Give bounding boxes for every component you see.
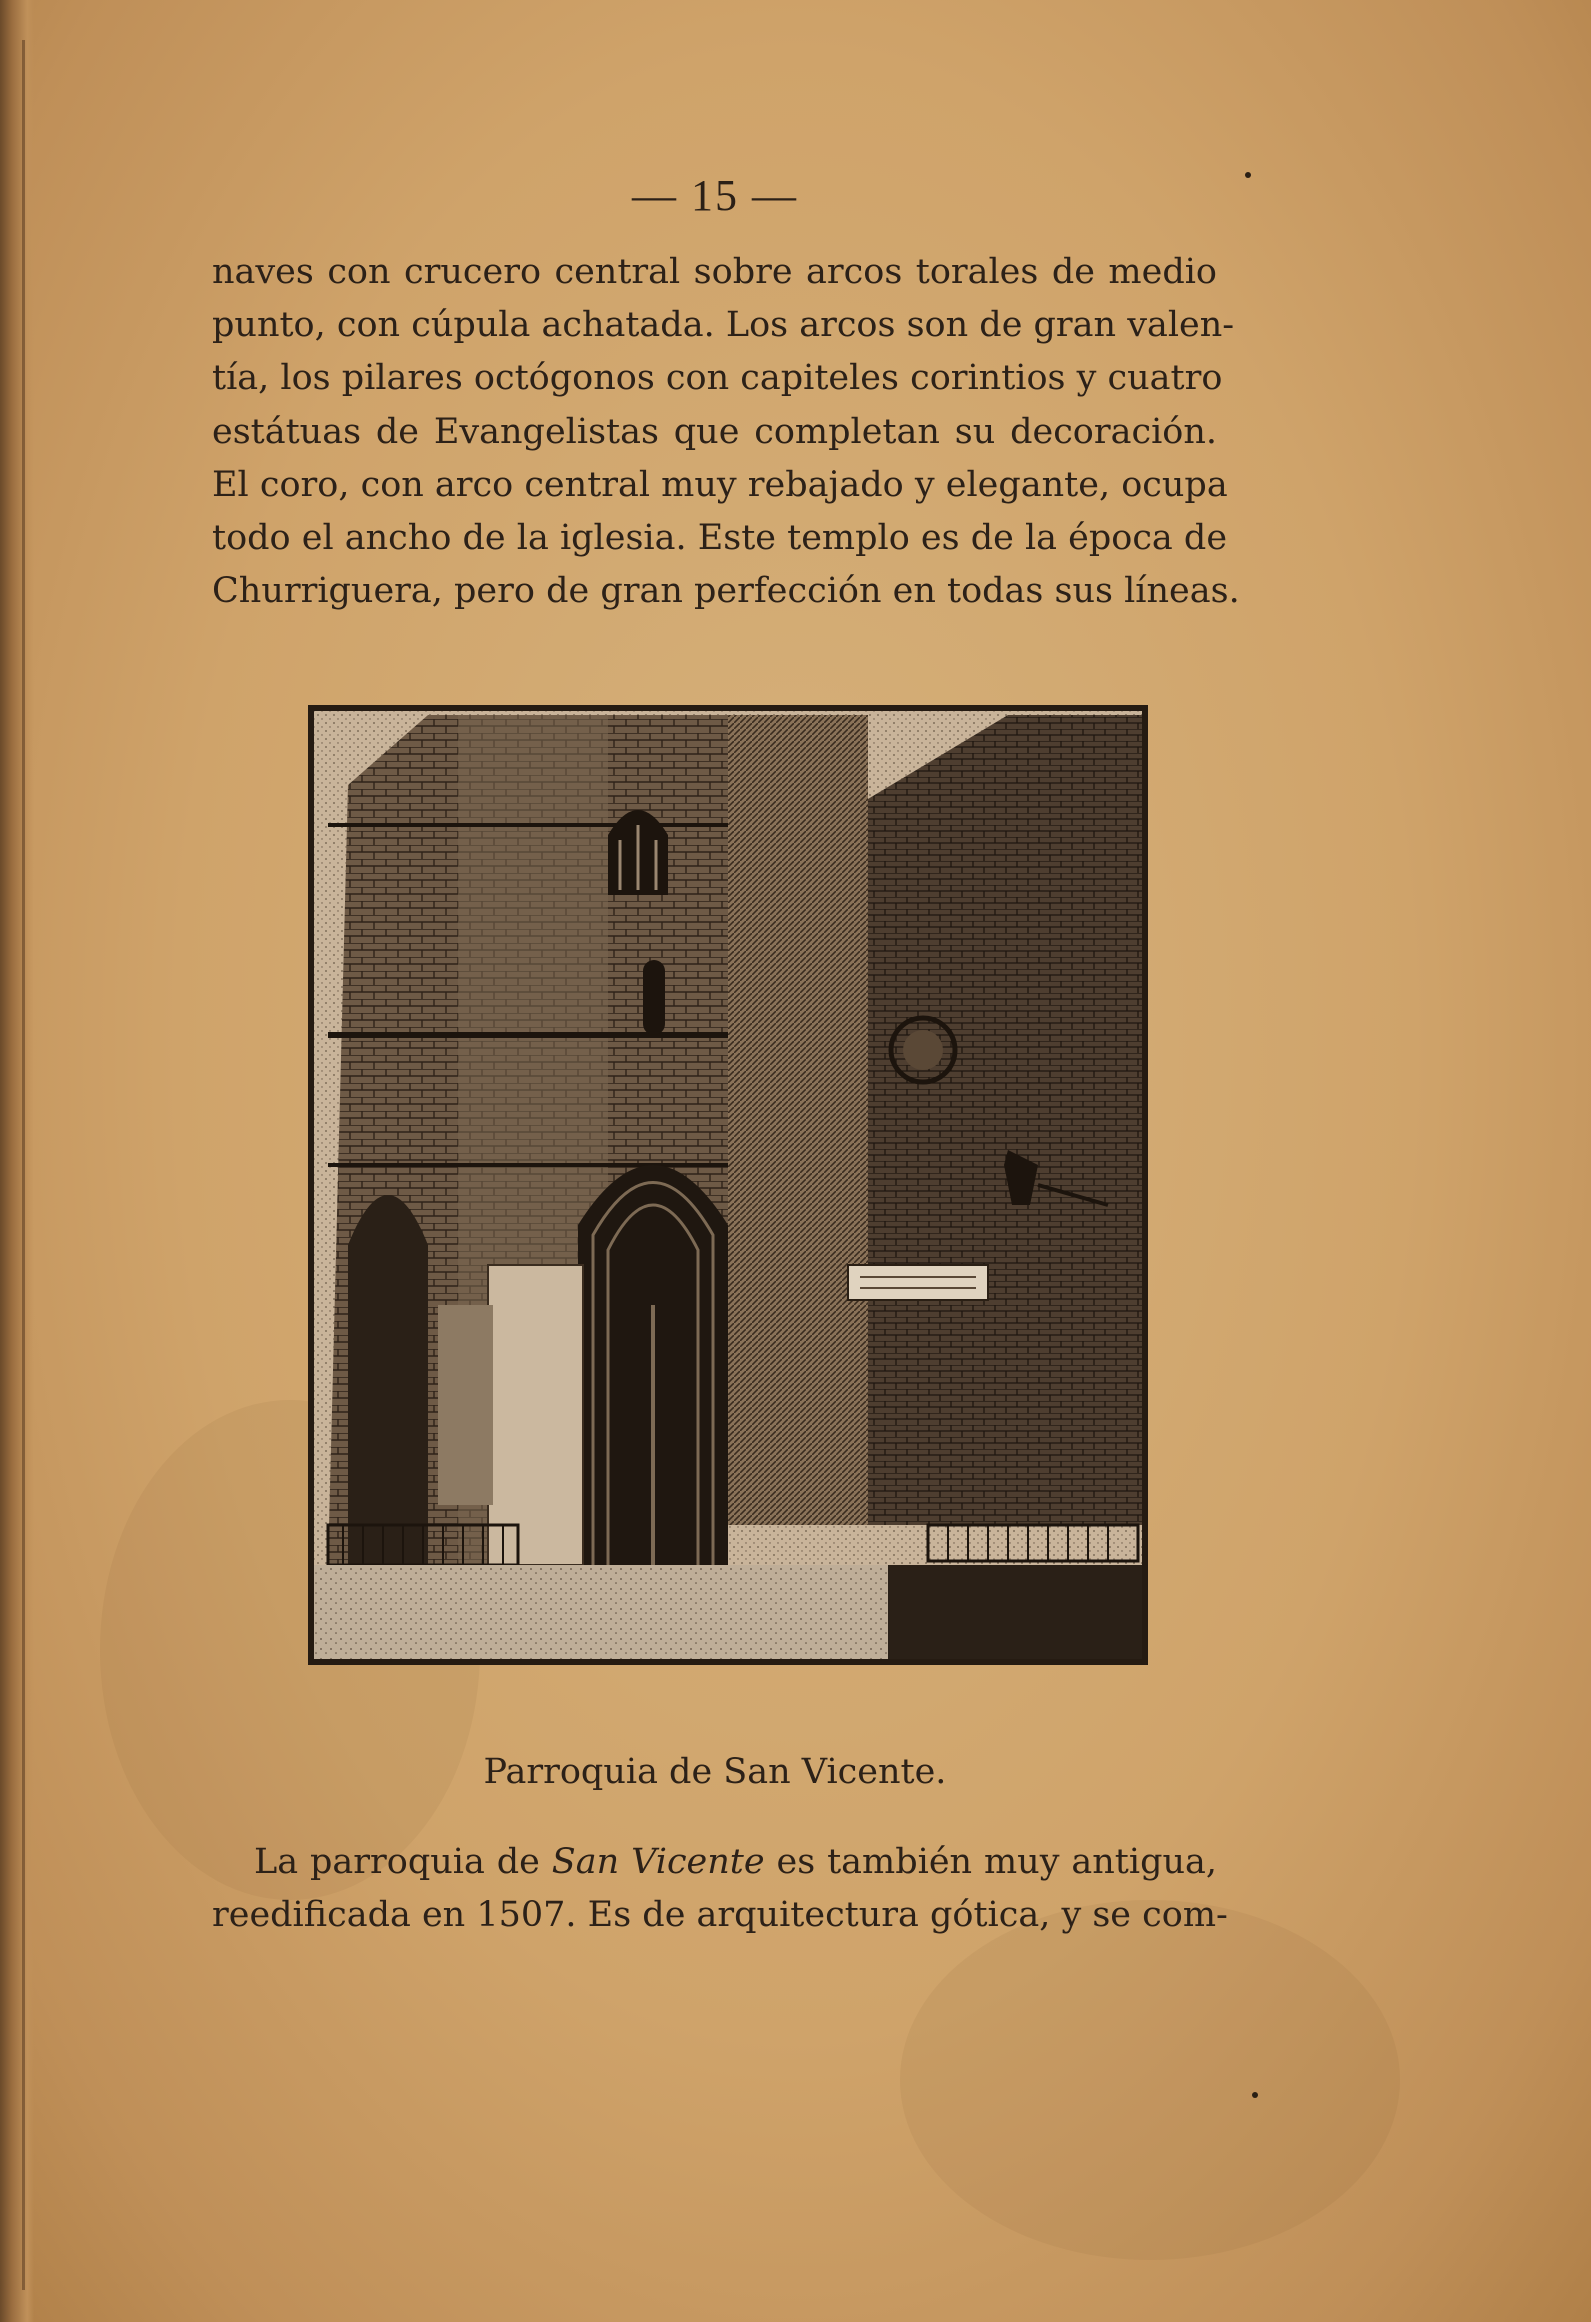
text-line [212,1836,1217,1889]
text-line: reedificada en 1507. Es de arquitectura gótica, y se com- [212,1895,1228,1936]
church-engraving-image [308,705,1148,1665]
italic-church-name: San Vicente [551,1842,765,1882]
body-paragraph-1 [212,246,1240,618]
text-line: tía, los pilares octógonos con capiteles corintios y cuatro [212,358,1223,399]
page-binding-edge [0,0,34,2322]
text-line: todo el ancho de la iglesia. Este templo es de la época de [212,518,1228,559]
text-line: naves con crucero central sobre arcos torales de medio [212,252,1217,292]
text-fragment: es también muy antigua, [764,1842,1218,1882]
text-line: estátuas de Evangelistas que completan su decoración. [212,411,1217,452]
page-number: — 15 — [632,171,798,220]
figure-caption: Parroquia de San Vicente. [483,1752,947,1792]
church-engraving [308,705,1148,1665]
text-fragment: La parroquia de [254,1842,552,1882]
body-paragraph-2 [212,1836,1228,1942]
paper-stain [900,1900,1400,2260]
spine-line [22,40,25,2290]
text-line: Churriguera, pero de gran perfección en todas sus líneas. [212,571,1240,612]
text-line: El coro, con arco central muy rebajado y elegante, ocupa [212,464,1228,505]
ink-speck [1252,2092,1258,2098]
text-line: punto, con cúpula achatada. Los arcos son de gran valen- [212,305,1235,346]
